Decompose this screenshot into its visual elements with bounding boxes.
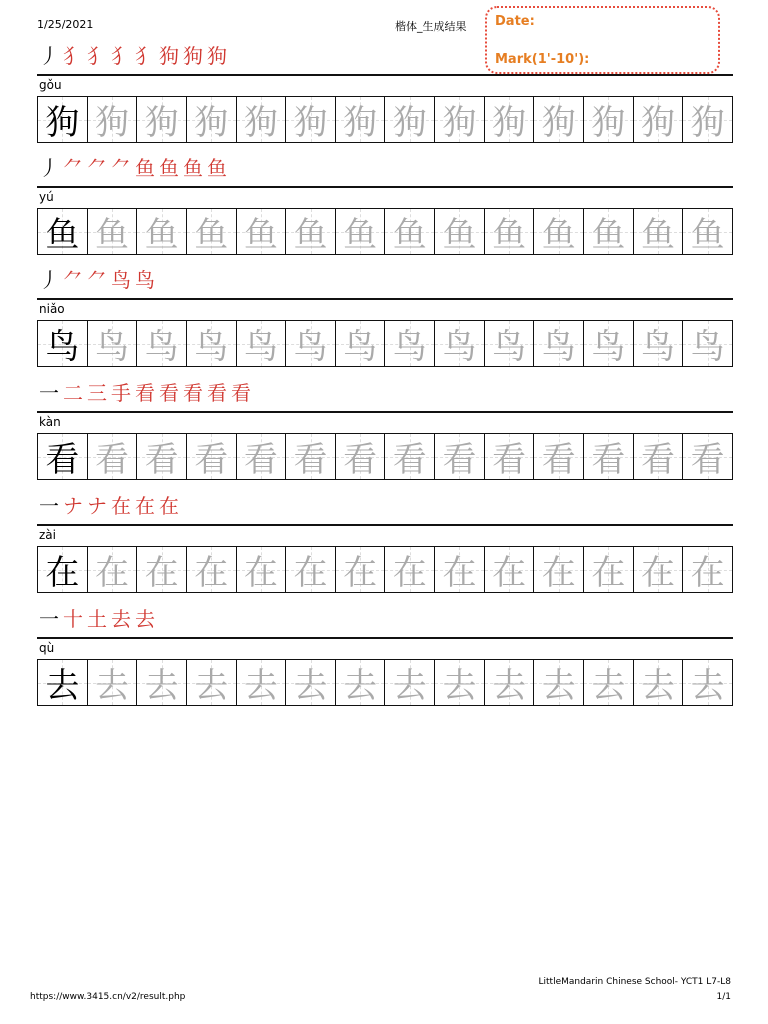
practice-row xyxy=(37,601,733,706)
trace-character: 在 xyxy=(690,553,725,593)
trace-character-cell xyxy=(237,209,287,254)
stroke-step: 三 xyxy=(87,381,109,405)
trace-character-cell xyxy=(385,434,435,479)
school-name: LittleMandarin Chinese School- YCT1 L7-L8 xyxy=(538,977,731,987)
trace-character-cell xyxy=(286,547,336,592)
trace-character: 鸟 xyxy=(392,327,427,367)
trace-character-cell xyxy=(187,547,237,592)
trace-character-cell xyxy=(534,321,584,366)
trace-character-cell xyxy=(336,660,386,705)
trace-character: 看 xyxy=(591,440,626,480)
trace-character: 鱼 xyxy=(194,215,229,255)
trace-character-cell xyxy=(584,434,634,479)
stroke-step: 犭 xyxy=(135,44,157,68)
stroke-step: 鱼 xyxy=(159,156,181,180)
stroke-step: 看 xyxy=(159,381,181,405)
trace-character-cell xyxy=(286,434,336,479)
trace-character-cell xyxy=(584,97,634,142)
print-date: 1/25/2021 xyxy=(37,18,94,31)
trace-character-cell xyxy=(88,434,138,479)
stroke-order xyxy=(37,601,733,637)
trace-character-cell xyxy=(187,321,237,366)
practice-row xyxy=(37,150,733,255)
stroke-order xyxy=(37,488,733,524)
trace-character: 在 xyxy=(392,553,427,593)
trace-character: 狗 xyxy=(641,103,675,143)
stroke-step: 看 xyxy=(231,381,253,405)
trace-character-cell xyxy=(683,97,732,142)
trace-character-cell xyxy=(385,660,435,705)
practice-row xyxy=(37,262,733,367)
trace-character: 狗 xyxy=(194,103,229,143)
writing-grid xyxy=(37,96,733,143)
trace-character: 去 xyxy=(690,666,725,706)
trace-character: 在 xyxy=(492,553,527,593)
pinyin: niǎo xyxy=(39,302,65,316)
trace-character-cell xyxy=(137,434,187,479)
trace-character: 在 xyxy=(591,553,626,593)
trace-character: 看 xyxy=(492,440,527,480)
trace-character: 去 xyxy=(194,666,229,706)
trace-character: 鸟 xyxy=(144,327,179,367)
source-url: https://www.3415.cn/v2/result.php xyxy=(30,992,186,1002)
trace-character: 狗 xyxy=(243,103,278,143)
stroke-step: 在 xyxy=(135,494,157,518)
trace-character-cell xyxy=(683,660,732,705)
stroke-step: 手 xyxy=(111,381,133,405)
trace-character: 看 xyxy=(194,440,229,480)
stroke-step: 十 xyxy=(63,607,85,631)
pinyin: qù xyxy=(39,641,55,655)
model-character-cell xyxy=(38,660,88,705)
trace-character: 看 xyxy=(94,440,129,480)
trace-character: 狗 xyxy=(492,103,527,143)
trace-character: 鸟 xyxy=(690,327,725,367)
stroke-step: 去 xyxy=(111,607,133,631)
stroke-step: 一 xyxy=(39,607,61,631)
writing-grid xyxy=(37,659,733,706)
trace-character-cell xyxy=(634,97,684,142)
trace-character: 去 xyxy=(492,666,527,706)
trace-character: 狗 xyxy=(392,103,427,143)
trace-character: 去 xyxy=(641,666,675,706)
pinyin: zài xyxy=(39,528,56,542)
trace-character: 在 xyxy=(293,553,328,593)
stroke-step: 鸟 xyxy=(111,268,133,292)
trace-character: 在 xyxy=(194,553,229,593)
trace-character-cell xyxy=(534,97,584,142)
stroke-step: ナ xyxy=(87,494,109,518)
pinyin: kàn xyxy=(39,415,61,429)
stroke-step: 在 xyxy=(111,494,133,518)
stroke-step: 狗 xyxy=(183,44,205,68)
stroke-step: ⺈ xyxy=(87,268,109,292)
trace-character: 在 xyxy=(641,553,675,593)
trace-character-cell xyxy=(187,209,237,254)
trace-character: 狗 xyxy=(94,103,129,143)
trace-character: 鱼 xyxy=(442,215,477,255)
stroke-step: 犭 xyxy=(63,44,85,68)
stroke-step: 鱼 xyxy=(183,156,205,180)
trace-character: 看 xyxy=(541,440,576,480)
trace-character: 鸟 xyxy=(591,327,626,367)
trace-character: 在 xyxy=(541,553,576,593)
trace-character: 去 xyxy=(343,666,378,706)
trace-character: 去 xyxy=(144,666,179,706)
model-character-cell xyxy=(38,97,88,142)
trace-character: 鱼 xyxy=(243,215,278,255)
stroke-step: 在 xyxy=(159,494,181,518)
model-character: 鸟 xyxy=(45,327,80,367)
trace-character-cell xyxy=(435,321,485,366)
stroke-order xyxy=(37,262,733,298)
model-character-cell xyxy=(38,209,88,254)
trace-character-cell xyxy=(336,209,386,254)
model-character-cell xyxy=(38,321,88,366)
model-character: 去 xyxy=(45,666,80,706)
trace-character: 去 xyxy=(591,666,626,706)
document-title: 楷体_生成结果 xyxy=(395,20,467,33)
trace-character-cell xyxy=(385,547,435,592)
trace-character-cell xyxy=(634,209,684,254)
trace-character: 鸟 xyxy=(343,327,378,367)
trace-character-cell xyxy=(435,660,485,705)
stroke-order xyxy=(37,375,733,411)
trace-character-cell xyxy=(485,321,535,366)
model-character: 鱼 xyxy=(45,215,80,255)
trace-character: 鸟 xyxy=(243,327,278,367)
trace-character-cell xyxy=(237,434,287,479)
trace-character: 狗 xyxy=(293,103,328,143)
stroke-step: 二 xyxy=(63,381,85,405)
stroke-step: 鸟 xyxy=(135,268,157,292)
trace-character: 狗 xyxy=(144,103,179,143)
trace-character: 去 xyxy=(392,666,427,706)
trace-character-cell xyxy=(435,547,485,592)
trace-character-cell xyxy=(485,660,535,705)
trace-character-cell xyxy=(485,209,535,254)
trace-character: 看 xyxy=(343,440,378,480)
trace-character-cell xyxy=(534,209,584,254)
trace-character-cell xyxy=(634,660,684,705)
stroke-step: 丿 xyxy=(39,44,61,68)
trace-character-cell xyxy=(634,321,684,366)
trace-character-cell xyxy=(237,97,287,142)
trace-character: 在 xyxy=(94,553,129,593)
trace-character: 鱼 xyxy=(144,215,179,255)
stroke-step: 丿 xyxy=(39,156,61,180)
trace-character-cell xyxy=(88,209,138,254)
trace-character: 鸟 xyxy=(641,327,675,367)
trace-character-cell xyxy=(137,660,187,705)
trace-character: 鱼 xyxy=(492,215,527,255)
pinyin: gǒu xyxy=(39,78,62,92)
trace-character-cell xyxy=(435,97,485,142)
trace-character: 看 xyxy=(442,440,477,480)
trace-character-cell xyxy=(683,209,732,254)
trace-character-cell xyxy=(137,209,187,254)
trace-character: 狗 xyxy=(541,103,576,143)
trace-character: 鸟 xyxy=(492,327,527,367)
model-character-cell xyxy=(38,547,88,592)
trace-character-cell xyxy=(385,97,435,142)
trace-character-cell xyxy=(336,547,386,592)
stroke-step: 丿 xyxy=(39,268,61,292)
trace-character: 鸟 xyxy=(541,327,576,367)
trace-character-cell xyxy=(137,547,187,592)
trace-character-cell xyxy=(187,97,237,142)
trace-character-cell xyxy=(286,321,336,366)
trace-character-cell xyxy=(534,660,584,705)
trace-character: 鸟 xyxy=(194,327,229,367)
stroke-step: ⺈ xyxy=(63,156,85,180)
trace-character-cell xyxy=(237,660,287,705)
writing-grid xyxy=(37,320,733,367)
practice-row xyxy=(37,375,733,480)
trace-character-cell xyxy=(88,321,138,366)
trace-character: 在 xyxy=(144,553,179,593)
trace-character: 鱼 xyxy=(641,215,675,255)
stroke-step: 一 xyxy=(39,494,61,518)
trace-character: 鸟 xyxy=(442,327,477,367)
trace-character-cell xyxy=(584,209,634,254)
stroke-step: ⺈ xyxy=(111,156,133,180)
trace-character-cell xyxy=(534,547,584,592)
trace-character: 去 xyxy=(541,666,576,706)
trace-character: 鱼 xyxy=(94,215,129,255)
stroke-step: ⺈ xyxy=(87,156,109,180)
practice-row xyxy=(37,38,733,143)
trace-character-cell xyxy=(137,97,187,142)
stroke-step: 狗 xyxy=(159,44,181,68)
writing-grid xyxy=(37,433,733,480)
stroke-step: 看 xyxy=(183,381,205,405)
trace-character-cell xyxy=(634,434,684,479)
trace-character: 在 xyxy=(442,553,477,593)
page-number: 1/1 xyxy=(716,992,731,1002)
trace-character-cell xyxy=(237,321,287,366)
stroke-step: ナ xyxy=(63,494,85,518)
trace-character: 看 xyxy=(690,440,725,480)
trace-character: 鸟 xyxy=(293,327,328,367)
trace-character: 看 xyxy=(392,440,427,480)
trace-character-cell xyxy=(385,321,435,366)
trace-character: 去 xyxy=(442,666,477,706)
trace-character: 鸟 xyxy=(94,327,129,367)
trace-character-cell xyxy=(435,434,485,479)
trace-character-cell xyxy=(88,660,138,705)
trace-character: 鱼 xyxy=(591,215,626,255)
practice-row xyxy=(37,488,733,593)
trace-character: 看 xyxy=(144,440,179,480)
trace-character-cell xyxy=(286,660,336,705)
trace-character-cell xyxy=(485,434,535,479)
model-character: 看 xyxy=(45,440,80,480)
stroke-step: 土 xyxy=(87,607,109,631)
trace-character-cell xyxy=(683,321,732,366)
trace-character: 看 xyxy=(243,440,278,480)
writing-grid xyxy=(37,546,733,593)
trace-character-cell xyxy=(385,209,435,254)
trace-character-cell xyxy=(336,321,386,366)
model-character-cell xyxy=(38,434,88,479)
trace-character-cell xyxy=(187,660,237,705)
stroke-order xyxy=(37,38,733,74)
stroke-step: 犭 xyxy=(111,44,133,68)
trace-character-cell xyxy=(286,209,336,254)
trace-character: 看 xyxy=(641,440,675,480)
stroke-order xyxy=(37,150,733,186)
trace-character: 去 xyxy=(243,666,278,706)
trace-character-cell xyxy=(336,434,386,479)
pinyin: yú xyxy=(39,190,54,204)
trace-character-cell xyxy=(584,547,634,592)
trace-character: 去 xyxy=(293,666,328,706)
trace-character-cell xyxy=(286,97,336,142)
trace-character: 鱼 xyxy=(392,215,427,255)
trace-character-cell xyxy=(485,547,535,592)
trace-character-cell xyxy=(534,434,584,479)
stroke-step: 一 xyxy=(39,381,61,405)
trace-character-cell xyxy=(88,97,138,142)
trace-character-cell xyxy=(485,97,535,142)
stroke-step: 鱼 xyxy=(207,156,229,180)
trace-character: 鱼 xyxy=(541,215,576,255)
trace-character-cell xyxy=(435,209,485,254)
trace-character-cell xyxy=(584,660,634,705)
trace-character: 狗 xyxy=(591,103,626,143)
stroke-step: 看 xyxy=(207,381,229,405)
date-label: Date: xyxy=(495,14,535,29)
stroke-step: 犭 xyxy=(87,44,109,68)
trace-character-cell xyxy=(336,97,386,142)
stroke-step: 狗 xyxy=(207,44,229,68)
mark-label: Mark(1'-10'): xyxy=(495,52,590,67)
trace-character: 鱼 xyxy=(690,215,725,255)
trace-character: 狗 xyxy=(442,103,477,143)
trace-character-cell xyxy=(237,547,287,592)
trace-character: 在 xyxy=(243,553,278,593)
trace-character-cell xyxy=(584,321,634,366)
writing-grid xyxy=(37,208,733,255)
stroke-step: 看 xyxy=(135,381,157,405)
trace-character: 狗 xyxy=(343,103,378,143)
trace-character: 在 xyxy=(343,553,378,593)
model-character: 在 xyxy=(45,553,80,593)
trace-character-cell xyxy=(634,547,684,592)
trace-character-cell xyxy=(88,547,138,592)
trace-character: 鱼 xyxy=(343,215,378,255)
stroke-step: 鱼 xyxy=(135,156,157,180)
stroke-step: 去 xyxy=(135,607,157,631)
stroke-step: ⺈ xyxy=(63,268,85,292)
trace-character: 去 xyxy=(94,666,129,706)
trace-character-cell xyxy=(683,547,732,592)
trace-character-cell xyxy=(137,321,187,366)
trace-character-cell xyxy=(187,434,237,479)
model-character: 狗 xyxy=(45,103,80,143)
trace-character: 鱼 xyxy=(293,215,328,255)
trace-character: 狗 xyxy=(690,103,725,143)
trace-character: 看 xyxy=(293,440,328,480)
trace-character-cell xyxy=(683,434,732,479)
